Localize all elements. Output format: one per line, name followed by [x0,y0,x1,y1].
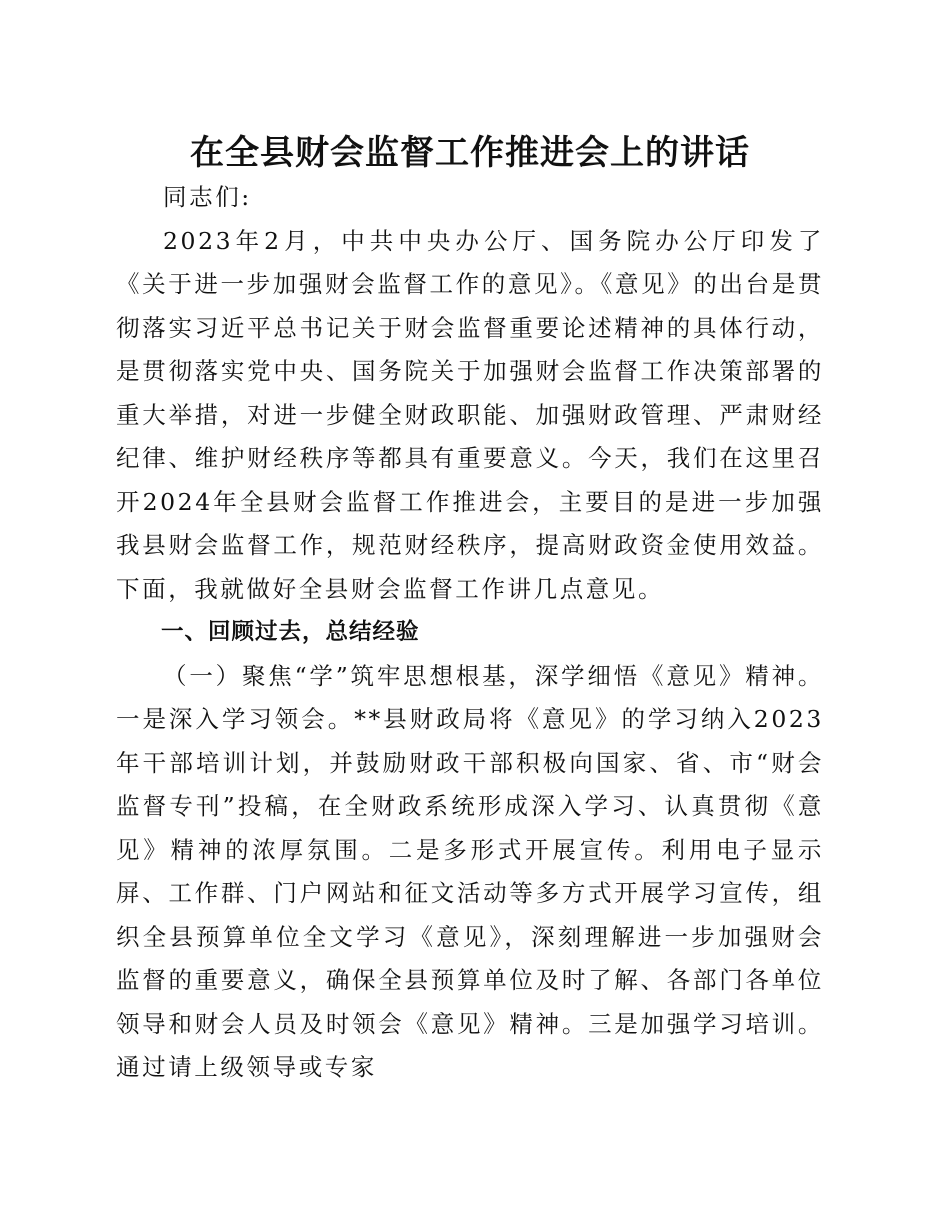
intro-paragraph: 2023年2月，中共中央办公厅、国务院办公厅印发了《关于进一步加强财会监督工作的意见》。《意见》的出台是贯彻落实习近平总书记关于财会监督重要论述精神的具体行动，是贯彻落实党中央、国务院关于加强财会监督工作决策部署的重大举措，对进一步健全财政职能、加强财政管理、严肃财经纪律、维护财经秩序等都具有重要意义。今天，我们在这里召开2024年全县财会监督工作推进会，主要目的是进一步加强我县财会监督工作，规范财经秩序，提高财政资金使用效益。下面，我就做好全县财会监督工作讲几点意见。 [116,226,824,603]
subsection-paragraph: （一）聚焦“学”筑牢思想根基，深学细悟《意见》精神。一是深入学习领会。**县财政局将《意见》的学习纳入2023年干部培训计划，并鼓励财政干部积极向国家、省、市“财会监督专刊”投稿，在全财政系统形成深入学习、认真贯彻《意见》精神的浓厚氛围。二是多形式开展宣传。利用电子显示屏、工作群、门户网站和征文活动等多方式开展学习宣传，组织全县预算单位全文学习《意见》，深刻理解进一步加强财会监督的重要意义，确保全县预算单位及时了解、各部门各单位领导和财会人员及时领会《意见》精神。三是加强学习培训。通过请上级领导或专家 [116,661,824,1081]
section-heading: 一、回顾过去，总结经验 [161,619,420,645]
document-title: 在全县财会监督工作推进会上的讲话 [190,133,750,173]
salutation: 同志们: [163,183,252,211]
document-body [116,176,824,1090]
